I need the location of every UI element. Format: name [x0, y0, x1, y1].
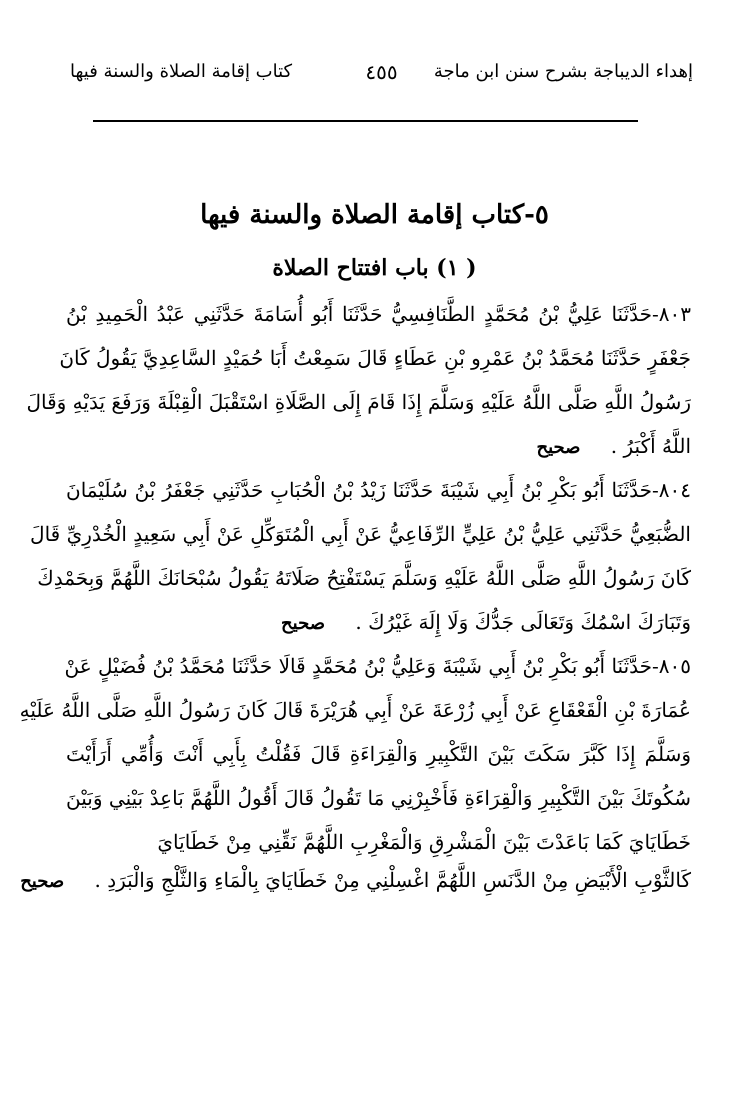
- hadith-804-grade: صحيح: [281, 613, 326, 634]
- hadith-804-line-2: الضُّبَعِيُّ حَدَّثَنِي عَلِيُّ بْنُ عَلِيٍّ الرِّفَاعِيُّ عَنْ أَبِي الْمُتَوَكِّلِ عَنْ أَبِي سَعِيدٍ الْخُدْرِيِّ قَالَ: [30, 522, 691, 546]
- hadith-805-line-4: سُكُوتَكَ بَيْنَ التَّكْبِيرِ وَالْقِرَاءَةِ فَأَخْبِرْنِي مَا تَقُولُ قَالَ أَقُولُ اللَّهُمَّ بَاعِدْ بَيْنِي وَبَيْنَ: [66, 786, 691, 810]
- page-number: ٤٥٥: [365, 60, 398, 84]
- hadith-804-line-3: كَانَ رَسُولُ اللَّهِ صَلَّى اللَّهُ عَلَيْهِ وَسَلَّمَ يَسْتَفْتِحُ صَلَاتَهُ يَقُولُ سُبْحَانَكَ اللَّهُمَّ وَبِحَمْدِكَ: [37, 566, 691, 590]
- hadith-803-line-1: ٨٠٣-حَدَّثَنَا عَلِيُّ بْنُ مُحَمَّدٍ الطَّنَافِسِيُّ حَدَّثَنَا أَبُو أُسَامَةَ حَدَّثَنِي عَبْدُ الْحَمِيدِ بْنُ: [66, 302, 691, 326]
- hadith-805-line-1: ٨٠٥-حَدَّثَنَا أَبُو بَكْرِ بْنُ أَبِي شَيْبَةَ وَعَلِيُّ بْنُ مُحَمَّدٍ قَالَا حَدَّثَنَا مُحَمَّدُ بْنُ فُضَيْلٍ عَنْ: [64, 654, 691, 678]
- hadith-803-line-4-text: اللَّهُ أَكْبَرُ .: [610, 434, 691, 458]
- hadith-804-line-4-text: وَتَبَارَكَ اسْمُكَ وَتَعَالَى جَدُّكَ وَلَا إِلَهَ غَيْرُكَ .: [355, 610, 691, 634]
- hadith-805-line-6-text: كَالثَّوْبِ الْأَبْيَضِ مِنْ الدَّنَسِ اللَّهُمَّ اغْسِلْنِي مِنْ خَطَايَايَ بِالْمَاءِ وَالثَّلْجِ وَالْبَرَدِ .: [94, 868, 691, 892]
- hadith-805-grade: صحيح: [20, 871, 65, 892]
- hadith-805-line-3: وَسَلَّمَ إِذَا كَبَّرَ سَكَتَ بَيْنَ التَّكْبِيرِ وَالْقِرَاءَةِ قَالَ فَقُلْتُ بِأَبِي أَنْتَ وَأُمِّي أَرَأَيْتَ: [66, 742, 691, 766]
- header-divider: [93, 120, 638, 122]
- hadith-805-line-2: عُمَارَةَ بْنِ الْقَعْقَاعِ عَنْ أَبِي زُرْعَةَ عَنْ أَبِي هُرَيْرَةَ قَالَ كَانَ رَسُولُ اللَّهِ صَلَّى اللَّهُ عَلَيْهِ: [19, 698, 691, 722]
- hadith-803-line-4: [66, 428, 691, 466]
- chapter-heading: ٥-كتاب إقامة الصلاة والسنة فيها: [200, 200, 549, 230]
- hadith-805-line-5: خَطَايَايَ كَمَا بَاعَدْتَ بَيْنَ الْمَشْرِقِ وَالْمَغْرِبِ اللَّهُمَّ نَقِّنِي مِنْ خَطَايَايَ: [157, 830, 691, 854]
- chapter-title: كتاب إقامة الصلاة والسنة فيها: [70, 61, 293, 82]
- hadith-803-grade: صحيح: [536, 437, 581, 458]
- running-header: [70, 56, 693, 88]
- hadith-803-line-3: رَسُولُ اللَّهِ صَلَّى اللَّهُ عَلَيْهِ وَسَلَّمَ إِذَا قَامَ إِلَى الصَّلَاةِ اسْتَقْبَلَ الْقِبْلَةَ وَرَفَعَ يَدَيْهِ وَقَالَ: [26, 390, 691, 414]
- hadith-805-line-6: [20, 862, 691, 900]
- hadith-803-line-2: جَعْفَرٍ حَدَّثَنَا مُحَمَّدُ بْنُ عَمْرِو بْنِ عَطَاءٍ قَالَ سَمِعْتُ أَبَا حُمَيْدٍ السَّاعِدِيَّ يَقُولُ كَانَ: [59, 346, 691, 370]
- hadith-804-line-4: [66, 604, 691, 642]
- hadith-804-line-1: ٨٠٤-حَدَّثَنَا أَبُو بَكْرِ بْنُ أَبِي شَيْبَةَ حَدَّثَنَا زَيْدُ بْنُ الْحُبَابِ حَدَّثَنِي جَعْفَرُ بْنُ سُلَيْمَانَ: [66, 478, 691, 502]
- section-heading: ( ١) باب افتتاح الصلاة: [272, 255, 477, 281]
- book-title: إهداء الديباجة بشرح سنن ابن ماجة: [433, 61, 693, 82]
